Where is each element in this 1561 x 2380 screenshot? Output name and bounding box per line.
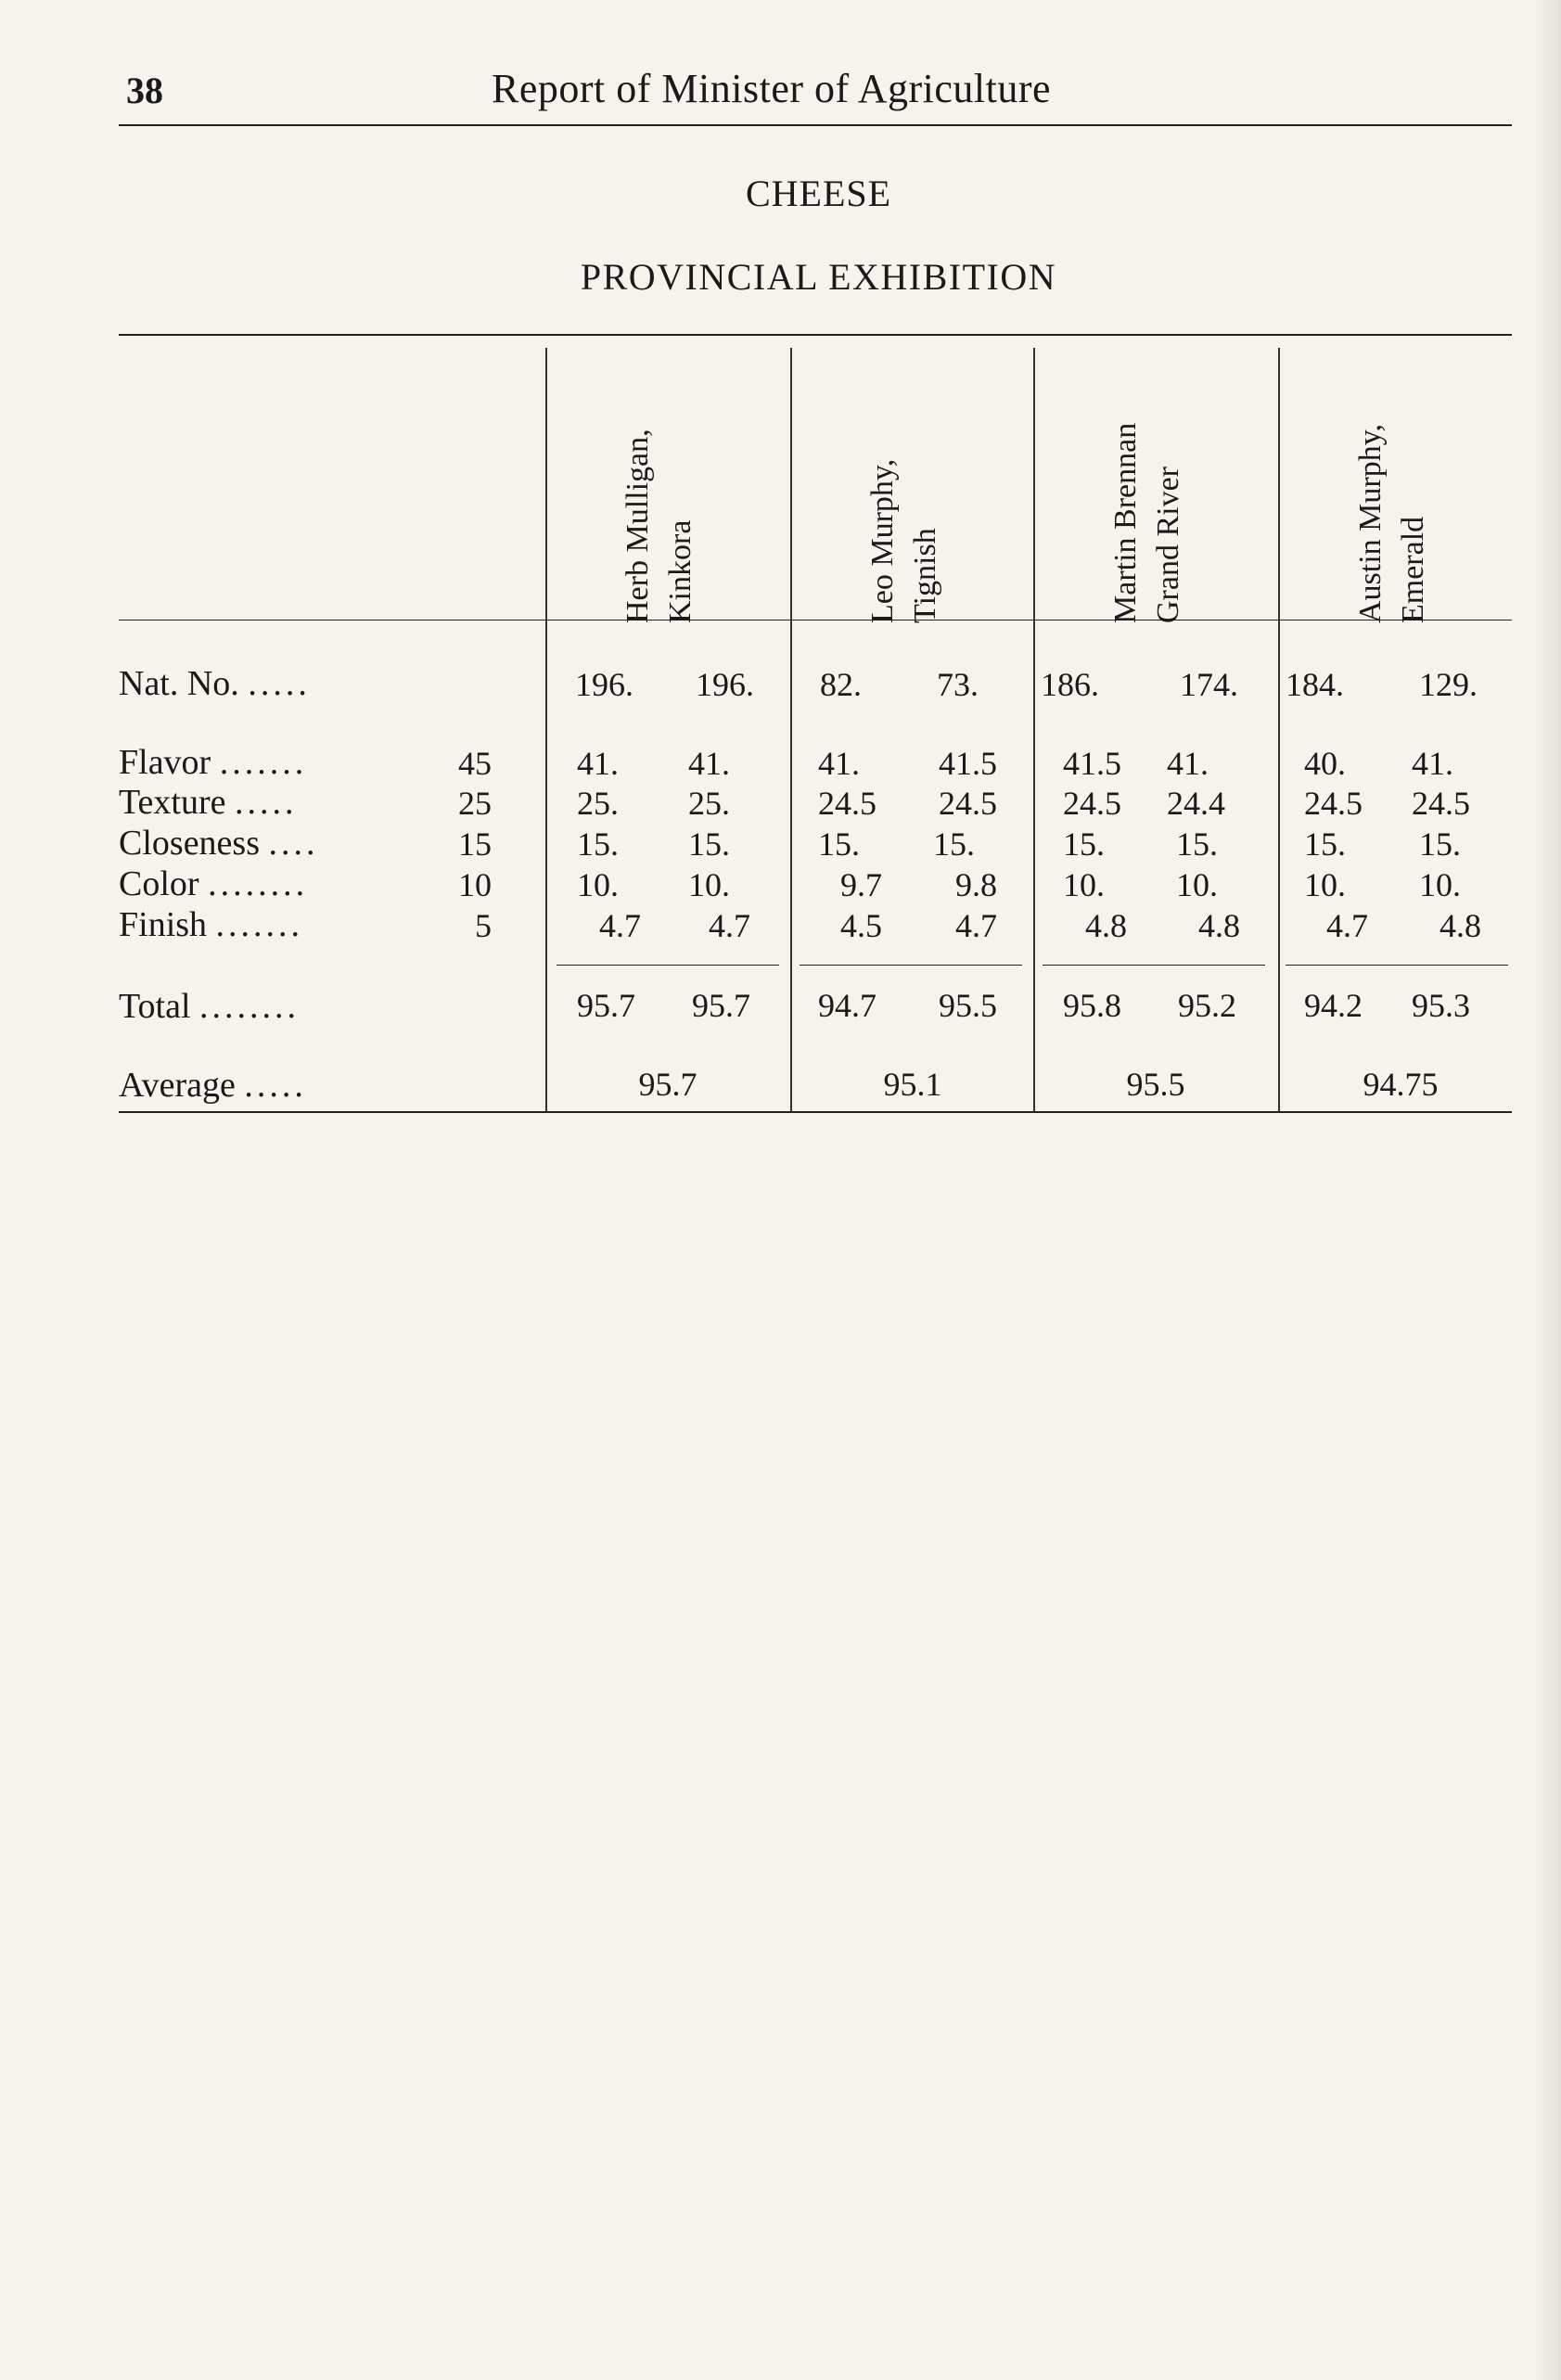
- exhibitor-place: Kinkora: [663, 519, 697, 623]
- exhibitor-header-2: [862, 345, 964, 623]
- cell: 41.: [1167, 745, 1209, 782]
- cell: 24.5: [939, 785, 997, 822]
- exhibitor-header-1: [617, 345, 719, 623]
- cell: 15.: [1176, 825, 1218, 863]
- row-label: Color ........: [119, 864, 309, 903]
- cell: 129.: [1419, 666, 1478, 703]
- section-subtitle: PROVINCIAL EXHIBITION: [580, 256, 1057, 298]
- cell: 40.: [1304, 745, 1346, 782]
- cell: 10.: [688, 866, 730, 903]
- cell: 82.: [820, 666, 862, 703]
- row-label-nat-no: Nat. No. .....: [119, 664, 311, 703]
- column-divider-2: [790, 348, 792, 1111]
- cell: 184.: [1286, 666, 1344, 703]
- cell: 10.: [1176, 866, 1218, 903]
- cell: 41.5: [1063, 745, 1121, 782]
- exhibitor-place: Grand River: [1151, 466, 1185, 623]
- cell: 4.7: [955, 907, 997, 944]
- cell: 24.5: [1412, 785, 1470, 822]
- cell: 196.: [575, 666, 633, 703]
- exhibitor-name: Leo Murphy,: [865, 458, 900, 623]
- page-header: [121, 65, 1512, 121]
- weight-cell: 5: [475, 907, 492, 944]
- cell: 24.5: [1063, 785, 1121, 822]
- cell: 10.: [1304, 866, 1346, 903]
- exhibitor-name: Herb Mulligan,: [621, 429, 655, 623]
- cell: 15.: [933, 825, 975, 863]
- cell: 73.: [937, 666, 979, 703]
- header-rule: [119, 124, 1512, 126]
- row-label: Finish .......: [119, 905, 304, 944]
- cell: 15.: [577, 825, 619, 863]
- cell: 24.5: [818, 785, 876, 822]
- weight-cell: 45: [458, 745, 492, 782]
- cell: 4.8: [1198, 907, 1240, 944]
- subtotal-rule-2: [800, 965, 1022, 966]
- row-label: Closeness ....: [119, 824, 319, 863]
- exhibitor-name: Austin Murphy,: [1353, 423, 1388, 623]
- cell: 24.4: [1167, 785, 1225, 822]
- cell: 4.7: [709, 907, 750, 944]
- header-bottom-rule: [119, 620, 1512, 621]
- column-divider-4: [1278, 348, 1280, 1111]
- cell: 41.: [1412, 745, 1453, 782]
- cell: 95.7: [692, 987, 750, 1024]
- cell: 196.: [696, 666, 754, 703]
- exhibitor-name: Martin Brennan: [1108, 422, 1143, 623]
- cell: 25.: [577, 785, 619, 822]
- subtotal-rule-3: [1043, 965, 1265, 966]
- subtotal-rule-1: [557, 965, 779, 966]
- cell: 15.: [688, 825, 730, 863]
- cell: 41.: [577, 745, 619, 782]
- cell: 24.5: [1304, 785, 1363, 822]
- row-label-total: Total ........: [119, 987, 301, 1026]
- page-number: 38: [126, 70, 163, 111]
- cell: 4.7: [1326, 907, 1368, 944]
- row-label: Texture .....: [119, 783, 298, 822]
- average-cell: 95.7: [638, 1066, 697, 1103]
- weight-cell: 15: [458, 825, 492, 863]
- weight-cell: 10: [458, 866, 492, 903]
- cell: 4.7: [599, 907, 641, 944]
- exhibitor-place: Emerald: [1396, 516, 1430, 623]
- exhibitor-place: Tignish: [908, 528, 942, 623]
- cell: 95.7: [577, 987, 635, 1024]
- column-divider-3: [1033, 348, 1035, 1111]
- cell: 10.: [1419, 866, 1461, 903]
- cell: 4.5: [840, 907, 882, 944]
- row-label-average: Average .....: [119, 1066, 307, 1105]
- average-cell: 94.75: [1363, 1066, 1439, 1103]
- exhibitor-header-3: [1105, 345, 1207, 623]
- cell: 15.: [1063, 825, 1105, 863]
- cell: 95.8: [1063, 987, 1121, 1024]
- column-divider-1: [545, 348, 547, 1111]
- exhibitor-header-4: [1350, 345, 1452, 623]
- cell: 4.8: [1085, 907, 1127, 944]
- table-top-rule: [119, 334, 1512, 336]
- row-label: Flavor .......: [119, 743, 308, 782]
- cell: 41.5: [939, 745, 997, 782]
- cell: 25.: [688, 785, 730, 822]
- average-cell: 95.5: [1126, 1066, 1185, 1103]
- average-cell: 95.1: [883, 1066, 942, 1103]
- page-edge-shadow: [1533, 0, 1561, 2380]
- table-bottom-rule: [119, 1111, 1512, 1113]
- cell: 186.: [1041, 666, 1099, 703]
- cell: 95.3: [1412, 987, 1470, 1024]
- cell: 174.: [1180, 666, 1238, 703]
- cell: 15.: [1419, 825, 1461, 863]
- cell: 15.: [818, 825, 860, 863]
- cell: 10.: [577, 866, 619, 903]
- section-title: CHEESE: [745, 173, 892, 214]
- running-title: Report of Minister of Agriculture: [492, 66, 1052, 111]
- cell: 95.2: [1178, 987, 1236, 1024]
- cell: 9.7: [840, 866, 882, 903]
- cell: 4.8: [1439, 907, 1481, 944]
- cell: 41.: [688, 745, 730, 782]
- cell: 94.7: [818, 987, 876, 1024]
- cell: 10.: [1063, 866, 1105, 903]
- cell: 95.5: [939, 987, 997, 1024]
- cell: 41.: [818, 745, 860, 782]
- subtotal-rule-4: [1286, 965, 1508, 966]
- cell: 15.: [1304, 825, 1346, 863]
- weight-cell: 25: [458, 785, 492, 822]
- cell: 9.8: [955, 866, 997, 903]
- cell: 94.2: [1304, 987, 1363, 1024]
